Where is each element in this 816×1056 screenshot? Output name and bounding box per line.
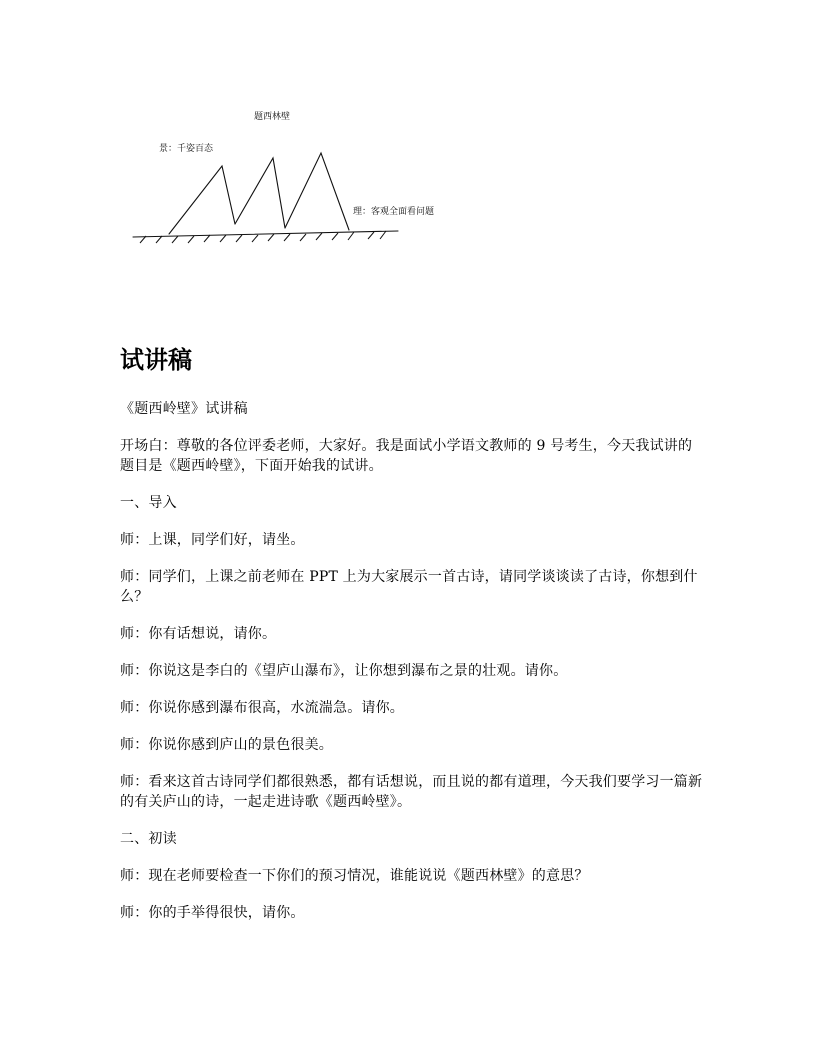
mountain-sketch — [128, 105, 468, 245]
paragraph: 师：你的手举得很快，请你。 — [120, 905, 305, 921]
section-heading-first-reading: 二、初读 — [120, 831, 177, 847]
paragraph: 师：看来这首古诗同学们都很熟悉，都有话想说，而且说的都有道理，今天我们要学习一篇新的有关庐山的诗，一起走进诗歌《题西岭壁》。 — [120, 774, 703, 810]
mountain-sketch-drawing — [128, 105, 468, 245]
sketch-right-label: 理：客观全面看问题 — [353, 207, 435, 217]
paragraph: 师：你说你感到瀑布很高，水流湍急。请你。 — [120, 700, 404, 716]
sketch-left-label: 景：千姿百态 — [159, 144, 214, 154]
mountain-peak-2 — [235, 158, 285, 228]
paragraph-opening: 开场白：尊敬的各位评委老师，大家好。我是面试小学语文教师的 9 号考生，今天我试讲的题目是《题西岭壁》，下面开始我的试讲。 — [120, 438, 693, 474]
mountain-peaks — [133, 153, 398, 237]
page-title: 试讲稿 — [120, 346, 192, 374]
document-body — [120, 399, 705, 940]
section-heading-intro: 一、导入 — [120, 495, 177, 511]
ground-hatching — [140, 231, 386, 243]
paragraph: 师：上课，同学们好，请坐。 — [120, 532, 305, 548]
paragraph: 师：你说你感到庐山的景色很美。 — [120, 737, 333, 753]
paragraph: 师：现在老师要检查一下你们的预习情况，谁能说说《题西林壁》的意思？ — [120, 868, 589, 884]
doc-subtitle: 《题西岭壁》试讲稿 — [120, 401, 248, 417]
paragraph: 师：你有话想说，请你。 — [120, 626, 277, 642]
paragraph: 师：你说这是李白的《望庐山瀑布》，让你想到瀑布之景的壮观。请你。 — [120, 663, 568, 679]
mountain-peak-1 — [169, 166, 235, 234]
mountain-peak-3 — [285, 153, 349, 230]
sketch-title: 题西林壁 — [254, 112, 291, 122]
paragraph: 师：同学们，上课之前老师在 PPT 上为大家展示一首古诗，请同学谈谈读了古诗，你想到什么？ — [120, 569, 698, 605]
ground-line — [133, 231, 398, 237]
